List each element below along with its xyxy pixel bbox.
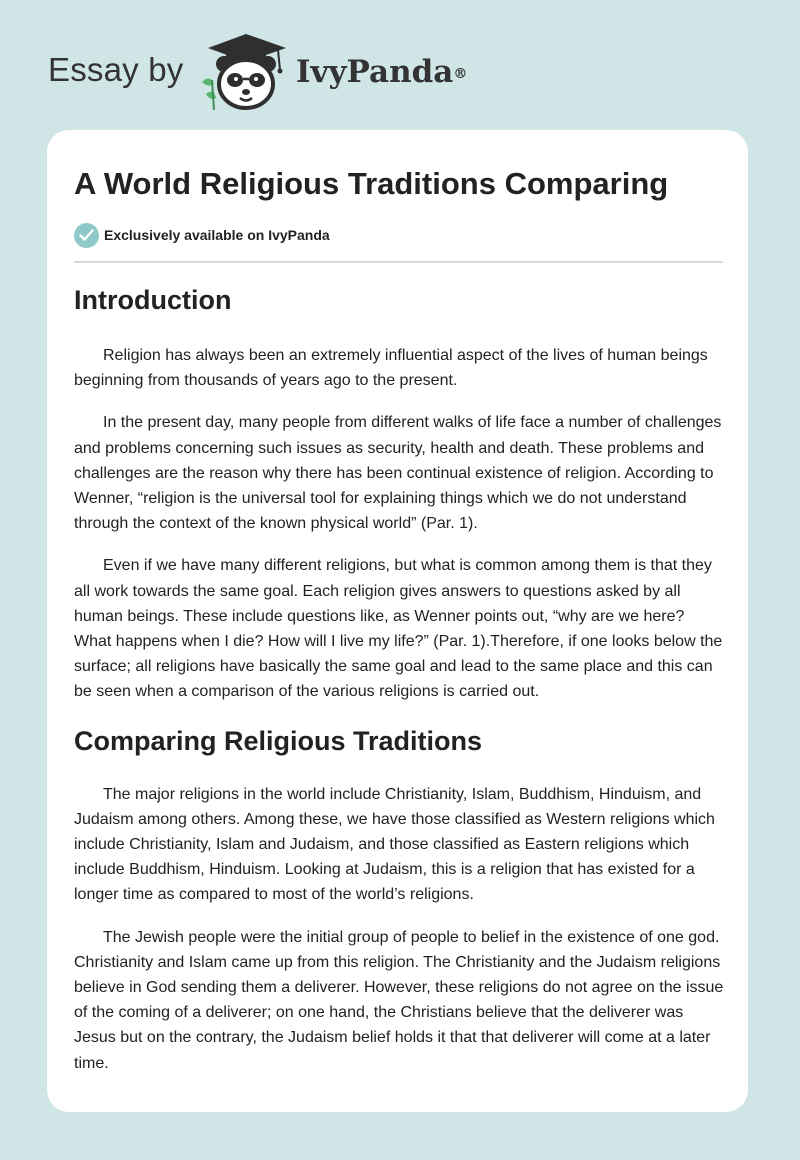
paragraph: The major religions in the world include Christianity, Islam, Buddhism, Hinduism, and Judaism among others. Among these, we have those classified as Western religions which include Christianity, Islam and Judaism, and those classified as Eastern religions which include Buddhism, Hinduism. Looking at Judaism, this is a religion that has existed for a longer time as compared to most of the world’s religions. [74, 785, 715, 904]
site-header [0, 0, 800, 130]
article-body [74, 278, 724, 1076]
article-title: A World Religious Traditions Comparing [74, 166, 669, 201]
brand-name[interactable] [296, 52, 467, 92]
registered-mark: ® [453, 66, 468, 82]
check-circle-icon [74, 223, 99, 248]
article-card [47, 130, 748, 1112]
paragraph: In the present day, many people from different walks of life face a number of challenges and problems concerning such issues as security, health and death. These problems and challenges are the reason why there has been continual existence of religion. According to Wenner, “religion is the universal tool for explaining things which we do not understand through the context of the known physical world” (Par. 1). [74, 414, 722, 533]
section-heading: Introduction [74, 285, 232, 315]
panda-graduate-icon[interactable] [198, 30, 294, 114]
section-heading: Comparing Religious Traditions [74, 725, 483, 756]
paragraph: The Jewish people were the initial group of people to belief in the existence of one god. Christianity and Islam came up from this religion. The Christianity and the Judaism religions believe in God sending them a deliverer. However, these religions do not agree on the issue of the coming of a deliverer; on one hand, the Christians believe that the deliverer was Jesus but on the contrary, the Judaism belief holds it that that deliverer will come at a later time. [74, 928, 724, 1072]
exclusive-badge [74, 222, 330, 248]
paragraph: Religion has always been an extremely influential aspect of the lives of human beings beginning from thousands of years ago to the present. [74, 347, 708, 390]
brand-text: IvyPanda [296, 54, 454, 90]
paragraph: Even if we have many different religions, but what is common among them is that they all work towards the same goal. Each religion gives answers to questions asked by all human beings. These include questions like, as Wenner points out, “why are we here? What happens when I die? How will I live my life?” (Par. 1).Therefore, if one looks below the surface; all religions have basically the same goal and lead to the same place and this can be seen when a comparison of the various religions is carried out. [74, 557, 723, 701]
title-divider [74, 261, 723, 263]
essay-by-label: Essay by [48, 51, 184, 88]
badge-text: Exclusively available on IvyPanda [104, 227, 330, 243]
